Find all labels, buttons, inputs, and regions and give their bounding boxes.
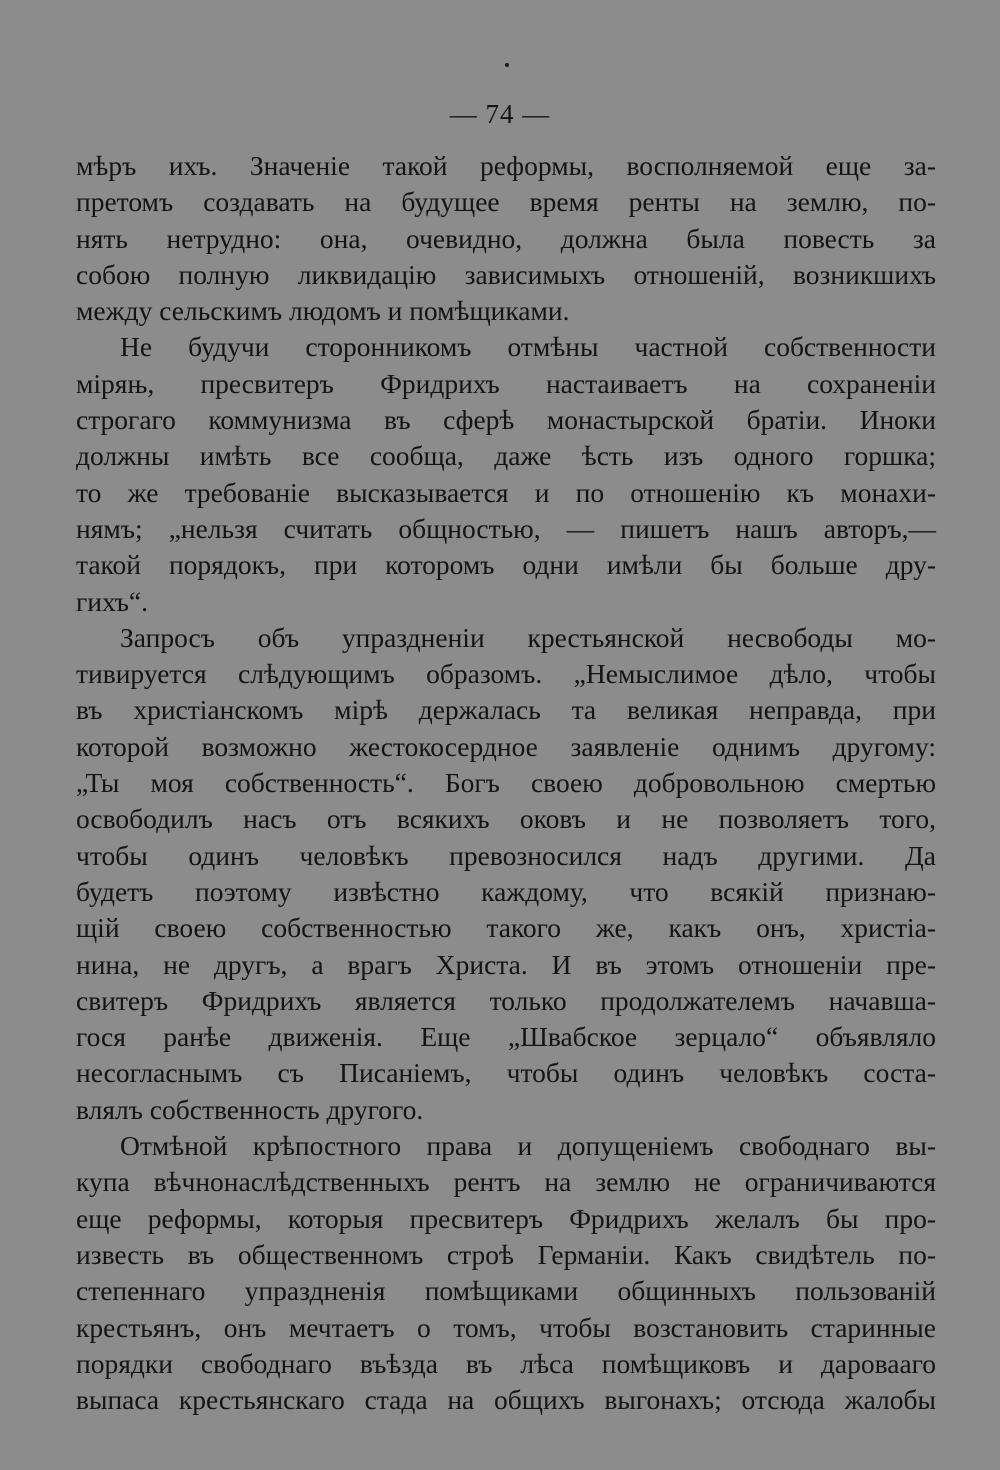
paragraph-2 [76, 329, 936, 619]
text-line: должны имѣть все сообща, даже ѣсть изъ одного горшка; [76, 440, 936, 472]
print-speck [505, 63, 509, 67]
text-line: Запросъ объ упраздненіи крестьянской несвободы мо- [120, 621, 936, 653]
text-line: чтобы одинъ человѣкъ превозносился надъ другими. Да [76, 839, 936, 871]
text-line: тивируется слѣдующимъ образомъ. „Немыслимое дѣло, чтобы [76, 658, 936, 690]
text-line: щій своею собственностью такого же, какъ онъ, христіа- [76, 912, 936, 944]
text-line: освободилъ насъ отъ всякихъ оковъ и не позволяетъ того, [76, 803, 936, 835]
text-line: претомъ создавать на будущее время ренты на землю, по- [76, 186, 936, 218]
text-line: міряњ, пресвитеръ Фридрихъ настаиваетъ на сохраненіи [76, 367, 936, 399]
text-line: собою полную ликвидацію зависимыхъ отношеній, возникшихъ [76, 258, 936, 290]
page-number: — 74 — [449, 99, 551, 129]
body-text [76, 148, 936, 1418]
text-line: нина, не другъ, а врагъ Христа. И въ этомъ отношеніи пре- [76, 948, 936, 980]
text-line: Не будучи сторонникомъ отмѣны частной собственности [120, 331, 936, 363]
text-line: влялъ собственность другого. [76, 1093, 424, 1125]
text-line: порядки свободнаго въѣзда въ лѣса помѣщиковъ и даровааго [76, 1347, 936, 1379]
text-line: такой порядокъ, при которомъ одни имѣли бы больше дру- [76, 549, 936, 581]
text-line: „Ты моя собственность“. Богъ своею добровольною смертью [76, 767, 936, 799]
text-line: купа вѣчнонаслѣдственныхъ рентъ на землю не ограничиваются [76, 1166, 936, 1198]
text-line: еще реформы, которыя пресвитеръ Фридрихъ желалъ бы про- [76, 1202, 936, 1234]
text-line: то же требованіе высказывается и по отношенію къ монахи- [76, 476, 936, 508]
text-line: нямъ; „нельзя считать общностью, — пишетъ нашъ авторъ,— [76, 512, 936, 544]
text-line: мѣръ ихъ. Значеніе такой реформы, восполняемой еще за- [76, 150, 936, 181]
text-line: въ христіанскомъ мірѣ держалась та великая неправда, при [76, 694, 936, 726]
text-line: строгаго коммунизма въ сферѣ монастырской братіи. Иноки [76, 404, 936, 436]
text-line: гихъ“. [76, 585, 148, 617]
paragraph-1 [76, 148, 936, 329]
text-line: несогласнымъ съ Писаніемъ, чтобы одинъ человѣкъ соста- [76, 1057, 936, 1089]
text-line: будетъ поэтому извѣстно каждому, что всякій признаю- [76, 875, 936, 907]
paragraph-4 [76, 1128, 936, 1418]
text-line: степеннаго упраздненія помѣщиками общинныхъ пользованій [76, 1275, 936, 1307]
text-line: выпаса крестьянскаго стада на общихъ выгонахъ; отсюда жалобы [76, 1384, 936, 1416]
paragraph-3 [76, 620, 936, 1128]
text-line: гося ранѣе движенія. Еще „Швабское зерцало“ объявляло [76, 1021, 936, 1053]
text-line: известь въ общественномъ строѣ Германіи. Какъ свидѣтель по- [76, 1238, 936, 1270]
text-line: между сельскимъ людомъ и помѣщиками. [76, 295, 570, 327]
text-line: которой возможно жестокосердное заявленіе однимъ другому: [76, 730, 936, 762]
text-line: крестьянъ, онъ мечтаетъ о томъ, чтобы возстановить старинные [76, 1311, 936, 1343]
text-line: свитеръ Фридрихъ является только продолжателемъ начавша- [76, 984, 936, 1016]
text-line: Отмѣной крѣпостного права и допущеніемъ свободнаго вы- [120, 1130, 936, 1162]
text-line: нять нетрудно: она, очевидно, должна была повесть за [76, 222, 936, 254]
